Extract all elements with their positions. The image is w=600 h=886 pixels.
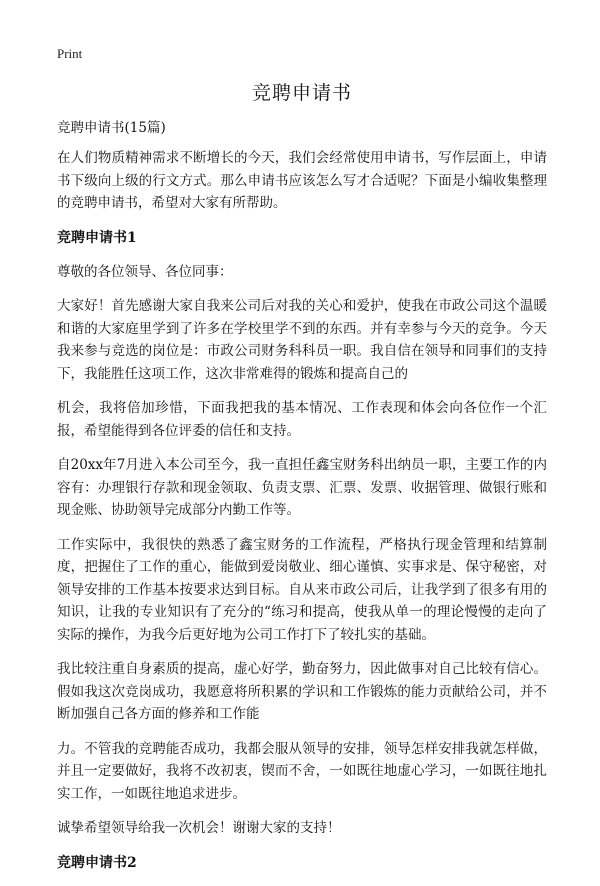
body-paragraph: 机会，我将倍加珍惜，下面我把我的基本情况、工作表现和体会向各位作一个汇报，希望能得到各位评委的信任和支持。	[57, 400, 547, 439]
document-body	[57, 117, 547, 886]
body-paragraph: 力。不管我的竞聘能否成功，我都会服从领导的安排，领导怎样安排我就怎样做，并且一定要做好，我将不改初衷，锲而不舍，一如既往地虚心学习，一如既往地扎实工作，一如既往地追求进步。	[57, 740, 547, 802]
section-heading-2: 竞聘申请书2	[57, 854, 137, 871]
closing-paragraph: 诚挚希望领导给我一次机会！谢谢大家的支持！	[57, 820, 341, 836]
body-paragraph: 大家好！首先感谢大家自我来公司后对我的关心和爱护，使我在市政公司这个温暖和谐的大家庭里学到了许多在学校里学不到的东西。并有幸参与今天的竞争。今天我来参与竞选的岗位是：市政公司财务科科员一职。我自信在领导和同事们的支持下，我能胜任这项工作，这次非常难得的锻炼和提高自己的	[57, 298, 547, 382]
body-paragraph: 我比较注重自身素质的提高，虚心好学，勤奋努力，因此做事对自己比较有信心。假如我这次竞岗成功，我愿意将所积累的学识和工作锻炼的能力贡献给公司，并不断加强自己各方面的修养和工作能	[57, 661, 547, 722]
intro-paragraph: 在人们物质精神需求不断增长的今天，我们会经常使用申请书，写作层面上，申请书下级向上级的行文方式。那么申请书应该怎么写才合适呢？下面是小编收集整理的竞聘申请书，希望对大家有所帮助。	[57, 150, 547, 211]
page-title: 竞聘申请书	[251, 82, 352, 104]
print-link[interactable]: Print	[57, 46, 83, 61]
body-paragraph: 自20xx年7月进入本公司至今，我一直担任鑫宝财务科出纳员一职，主要工作的内容有：办理银行存款和现金领取、负责支票、汇票、发票、收据管理、做银行账和现金账、协助领导完成部分内勤工作等。	[57, 457, 547, 518]
body-paragraph: 工作实际中，我很快的熟悉了鑫宝财务的工作流程，严格执行现金管理和结算制度，把握住了工作的重心，能做到爱岗敬业、细心谨慎、实事求是、保守秘密，对领导安排的工作基本按要求达到目标。自从来市政公司后，让我学到了很多有用的知识，让我的专业知识有了充分的“练习和提高，使我从单一的理论慢慢的走向了实际的操作，为我今后更好地为公司工作打下了较扎实的基础。	[57, 536, 547, 643]
section-heading-1: 竞聘申请书1	[57, 229, 137, 246]
salutation: 尊敬的各位领导、各位同事：	[57, 263, 233, 280]
document-subtitle: 竞聘申请书(15篇)	[57, 120, 166, 136]
